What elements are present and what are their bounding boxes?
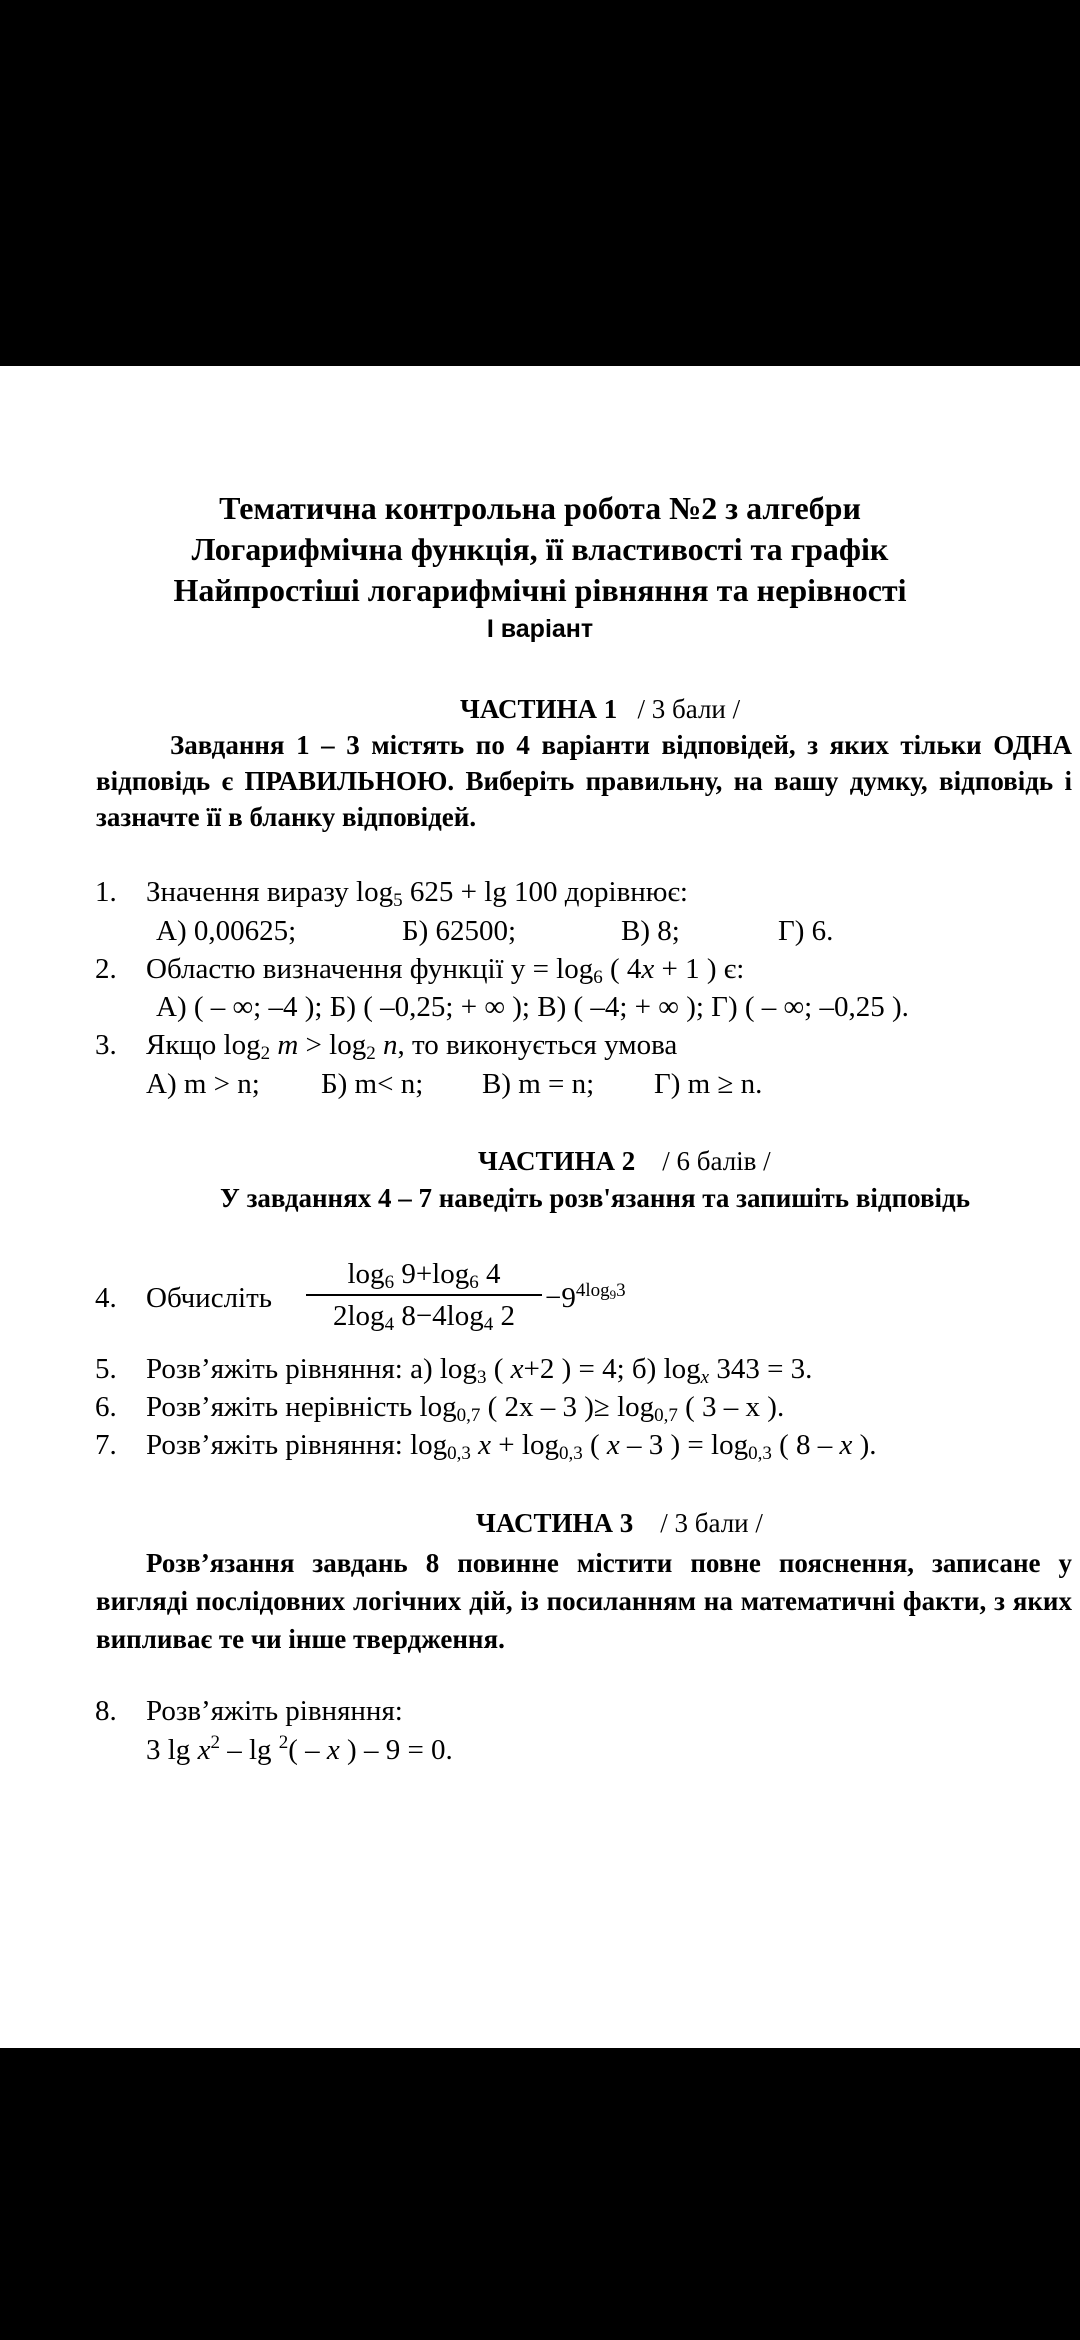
fraction-bar — [306, 1294, 542, 1296]
part1-points: / 3 бали / — [637, 694, 741, 724]
task4-numerator: $\log_6 9+\log_6$ 4 — [347, 1258, 501, 1293]
task8-text: Розв’яжіть рівняння: — [146, 1695, 403, 1727]
task4-tail: $-9^{4log93}$ — [545, 1280, 626, 1314]
part2-points: / 6 балів / — [662, 1146, 771, 1176]
task7-number: 7. — [95, 1429, 117, 1461]
task3-option-b: Б) m< n; — [321, 1068, 424, 1100]
task5-number: 5. — [95, 1353, 117, 1385]
task4-number: 4. — [95, 1282, 117, 1314]
task1-option-c: В) 8; — [621, 915, 680, 947]
variant-label: І варіант — [486, 615, 594, 643]
part3-label: ЧАСТИНА 3 — [476, 1508, 634, 1538]
task3-option-c: В) m = n; — [482, 1068, 595, 1100]
title-line-3: Найпростіші логарифмічні рівняння та нерівності — [173, 572, 907, 608]
task4-denominator: $2\log_4$ $8-4\log_4$ 2 — [333, 1300, 515, 1335]
part3-heading — [476, 1506, 763, 1540]
task7-text: Розв’яжіть рівняння: $\log_{0,3} x + \log_{0,3}$ ( x – 3 ) = $\log_{0,3}$ ( 8 – x ). — [146, 1429, 877, 1464]
task2-options: А) ( – ∞; –4 ); Б) ( –0,25; + ∞ ); В) ( –4; + ∞ ); Г) ( – ∞; –0,25 ). — [156, 991, 909, 1023]
task1-number: 1. — [95, 876, 117, 908]
task2-text: Областю визначення функції $у = \log_6$ ( 4x + 1 ) є: — [146, 953, 745, 988]
task5-text: Розв’яжіть рівняння: а) $\log_3$ ( x+2 ) = 4; б) $\log_x 343 = 3$. — [146, 1353, 813, 1388]
task3-option-a: А) m > n; — [146, 1068, 260, 1100]
title-line-2: Логарифмічна функція, її властивості та графік — [191, 531, 889, 567]
part1-heading — [460, 692, 740, 726]
task3-number: 3. — [95, 1029, 117, 1061]
task4-fraction — [306, 1256, 542, 1334]
title-line-1: Тематична контрольна робота №2 з алгебри — [219, 490, 861, 526]
task8-number: 8. — [95, 1695, 117, 1727]
part2-instruction: У завданнях 4 – 7 наведіть розв'язання та запишіть відповідь — [220, 1183, 970, 1213]
bottom-black-bar — [0, 2048, 1080, 2340]
part1-instruction: Завдання 1 – 3 містять по 4 варіанти відповідей, з яких тільки ОДНА відповідь є ПРАВИЛЬНОЮ. Виберіть правильну, на вашу думку, відповідь і зазначте її в бланку відповідей. — [96, 730, 1072, 832]
part1-label: ЧАСТИНА 1 — [460, 694, 618, 724]
task1-option-b: Б) 62500; — [402, 915, 517, 947]
task6-number: 6. — [95, 1391, 117, 1423]
part2-label: ЧАСТИНА 2 — [478, 1146, 636, 1176]
task3-text: Якщо $\log_2 m > \log_2 n$, то виконується умова — [146, 1029, 678, 1064]
task2-number: 2. — [95, 953, 117, 985]
task1-option-d: Г) 6. — [778, 915, 834, 947]
part3-points: / 3 бали / — [660, 1508, 763, 1538]
task1-text: Значення виразу $\log_5 625 + \lg 100$ дорівнює: — [146, 876, 688, 911]
task4-label: Обчисліть — [146, 1282, 272, 1314]
task3-option-d: Г) m ≥ n. — [654, 1068, 763, 1100]
part2-heading — [478, 1144, 771, 1178]
task6-text: Розв’яжіть нерівність $\log_{0,7}$ ( 2x – 3 )≥ $\log_{0,7}$ ( 3 – x ). — [146, 1391, 785, 1426]
task1-option-a: А) 0,00625; — [156, 915, 297, 947]
part3-instruction: Розв’язання завдань 8 повинне містити повне пояснення, записане у вигляді послідовних логічних дій, із посиланням на математичні факти, з яких випливає те чи інше твердження. — [96, 1548, 1072, 1654]
task8-equation: 3 $\lg x^2$ – lg $^2$( – x ) – 9 = 0. — [146, 1732, 453, 1766]
document-page — [0, 366, 1080, 2048]
